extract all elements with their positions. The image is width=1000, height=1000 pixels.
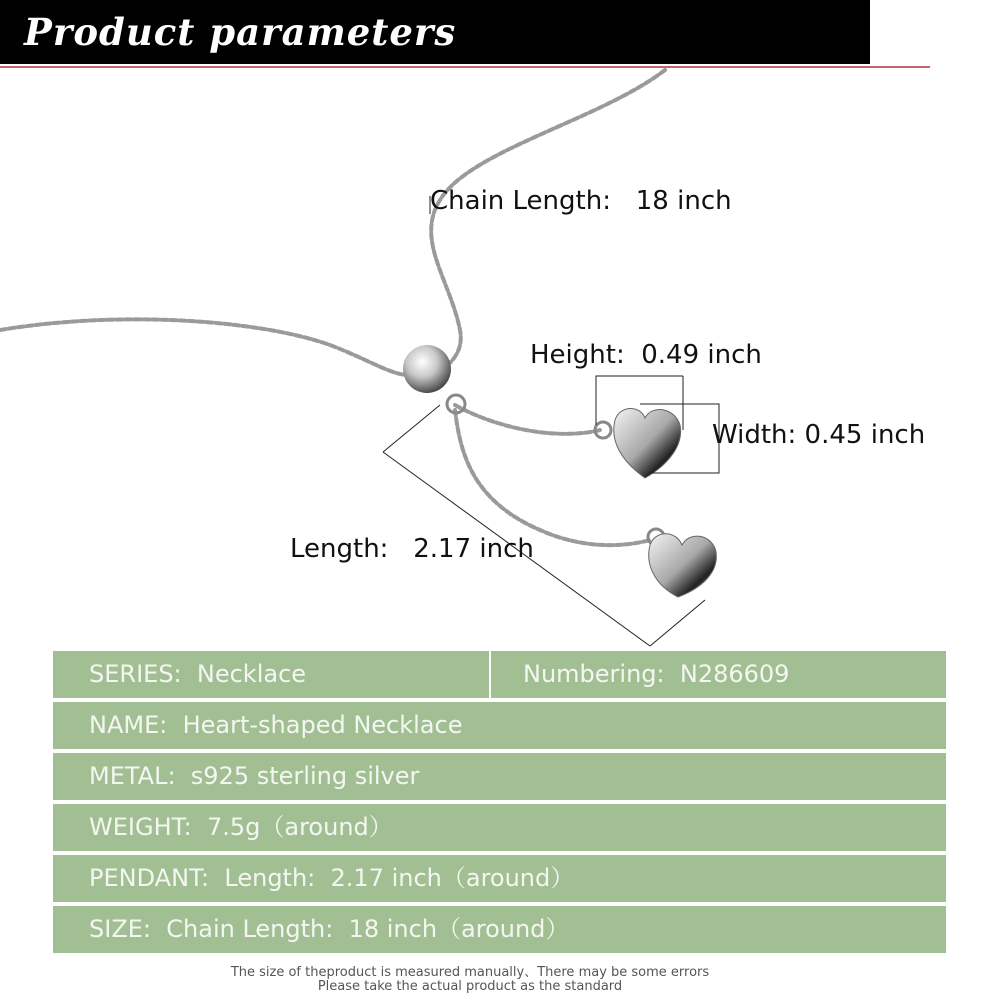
name-cell: NAME: Heart-shaped Necklace [89, 711, 463, 739]
heart-pendant-upper [595, 408, 681, 478]
spec-table [53, 651, 946, 957]
spec-row-name [53, 702, 946, 749]
spec-row-size [53, 906, 946, 953]
length-dimension [383, 405, 440, 452]
footnote-line-1: The size of theproduct is measured manually、There may be some errors [230, 965, 710, 980]
length-dimension-end [650, 600, 705, 646]
page-title: Product parameters [24, 10, 457, 54]
spec-row-weight [53, 804, 946, 851]
chain-drop-upper [455, 405, 600, 434]
size-cell: SIZE: Chain Length: 18 inch（around） [89, 915, 570, 943]
pendant-cell: PENDANT: Length: 2.17 inch（around） [89, 864, 575, 892]
chain-length-label: Chain Length: 18 inch [430, 186, 732, 216]
necklace-illustration [0, 60, 1000, 660]
heart-pendant-lower [648, 529, 716, 597]
height-label: Height: 0.49 inch [530, 340, 762, 370]
chain-strand-left [0, 319, 415, 375]
numbering-cell: Numbering: N286609 [523, 660, 790, 688]
width-label: Width: 0.45 inch [712, 420, 926, 450]
metal-cell: METAL: s925 sterling silver [89, 762, 420, 790]
row-divider [489, 651, 491, 698]
chain-strand-upper [430, 70, 665, 375]
footnote-line-2: Please take the actual product as the standard [317, 979, 623, 994]
spec-row-series [53, 651, 946, 698]
series-cell: SERIES: Necklace [89, 660, 307, 688]
spec-row-metal [53, 753, 946, 800]
weight-cell: WEIGHT: 7.5g（around） [89, 813, 393, 841]
spec-row-pendant [53, 855, 946, 902]
header-bar [0, 0, 870, 64]
slider-bead [403, 345, 451, 393]
length-label: Length: 2.17 inch [290, 534, 534, 564]
